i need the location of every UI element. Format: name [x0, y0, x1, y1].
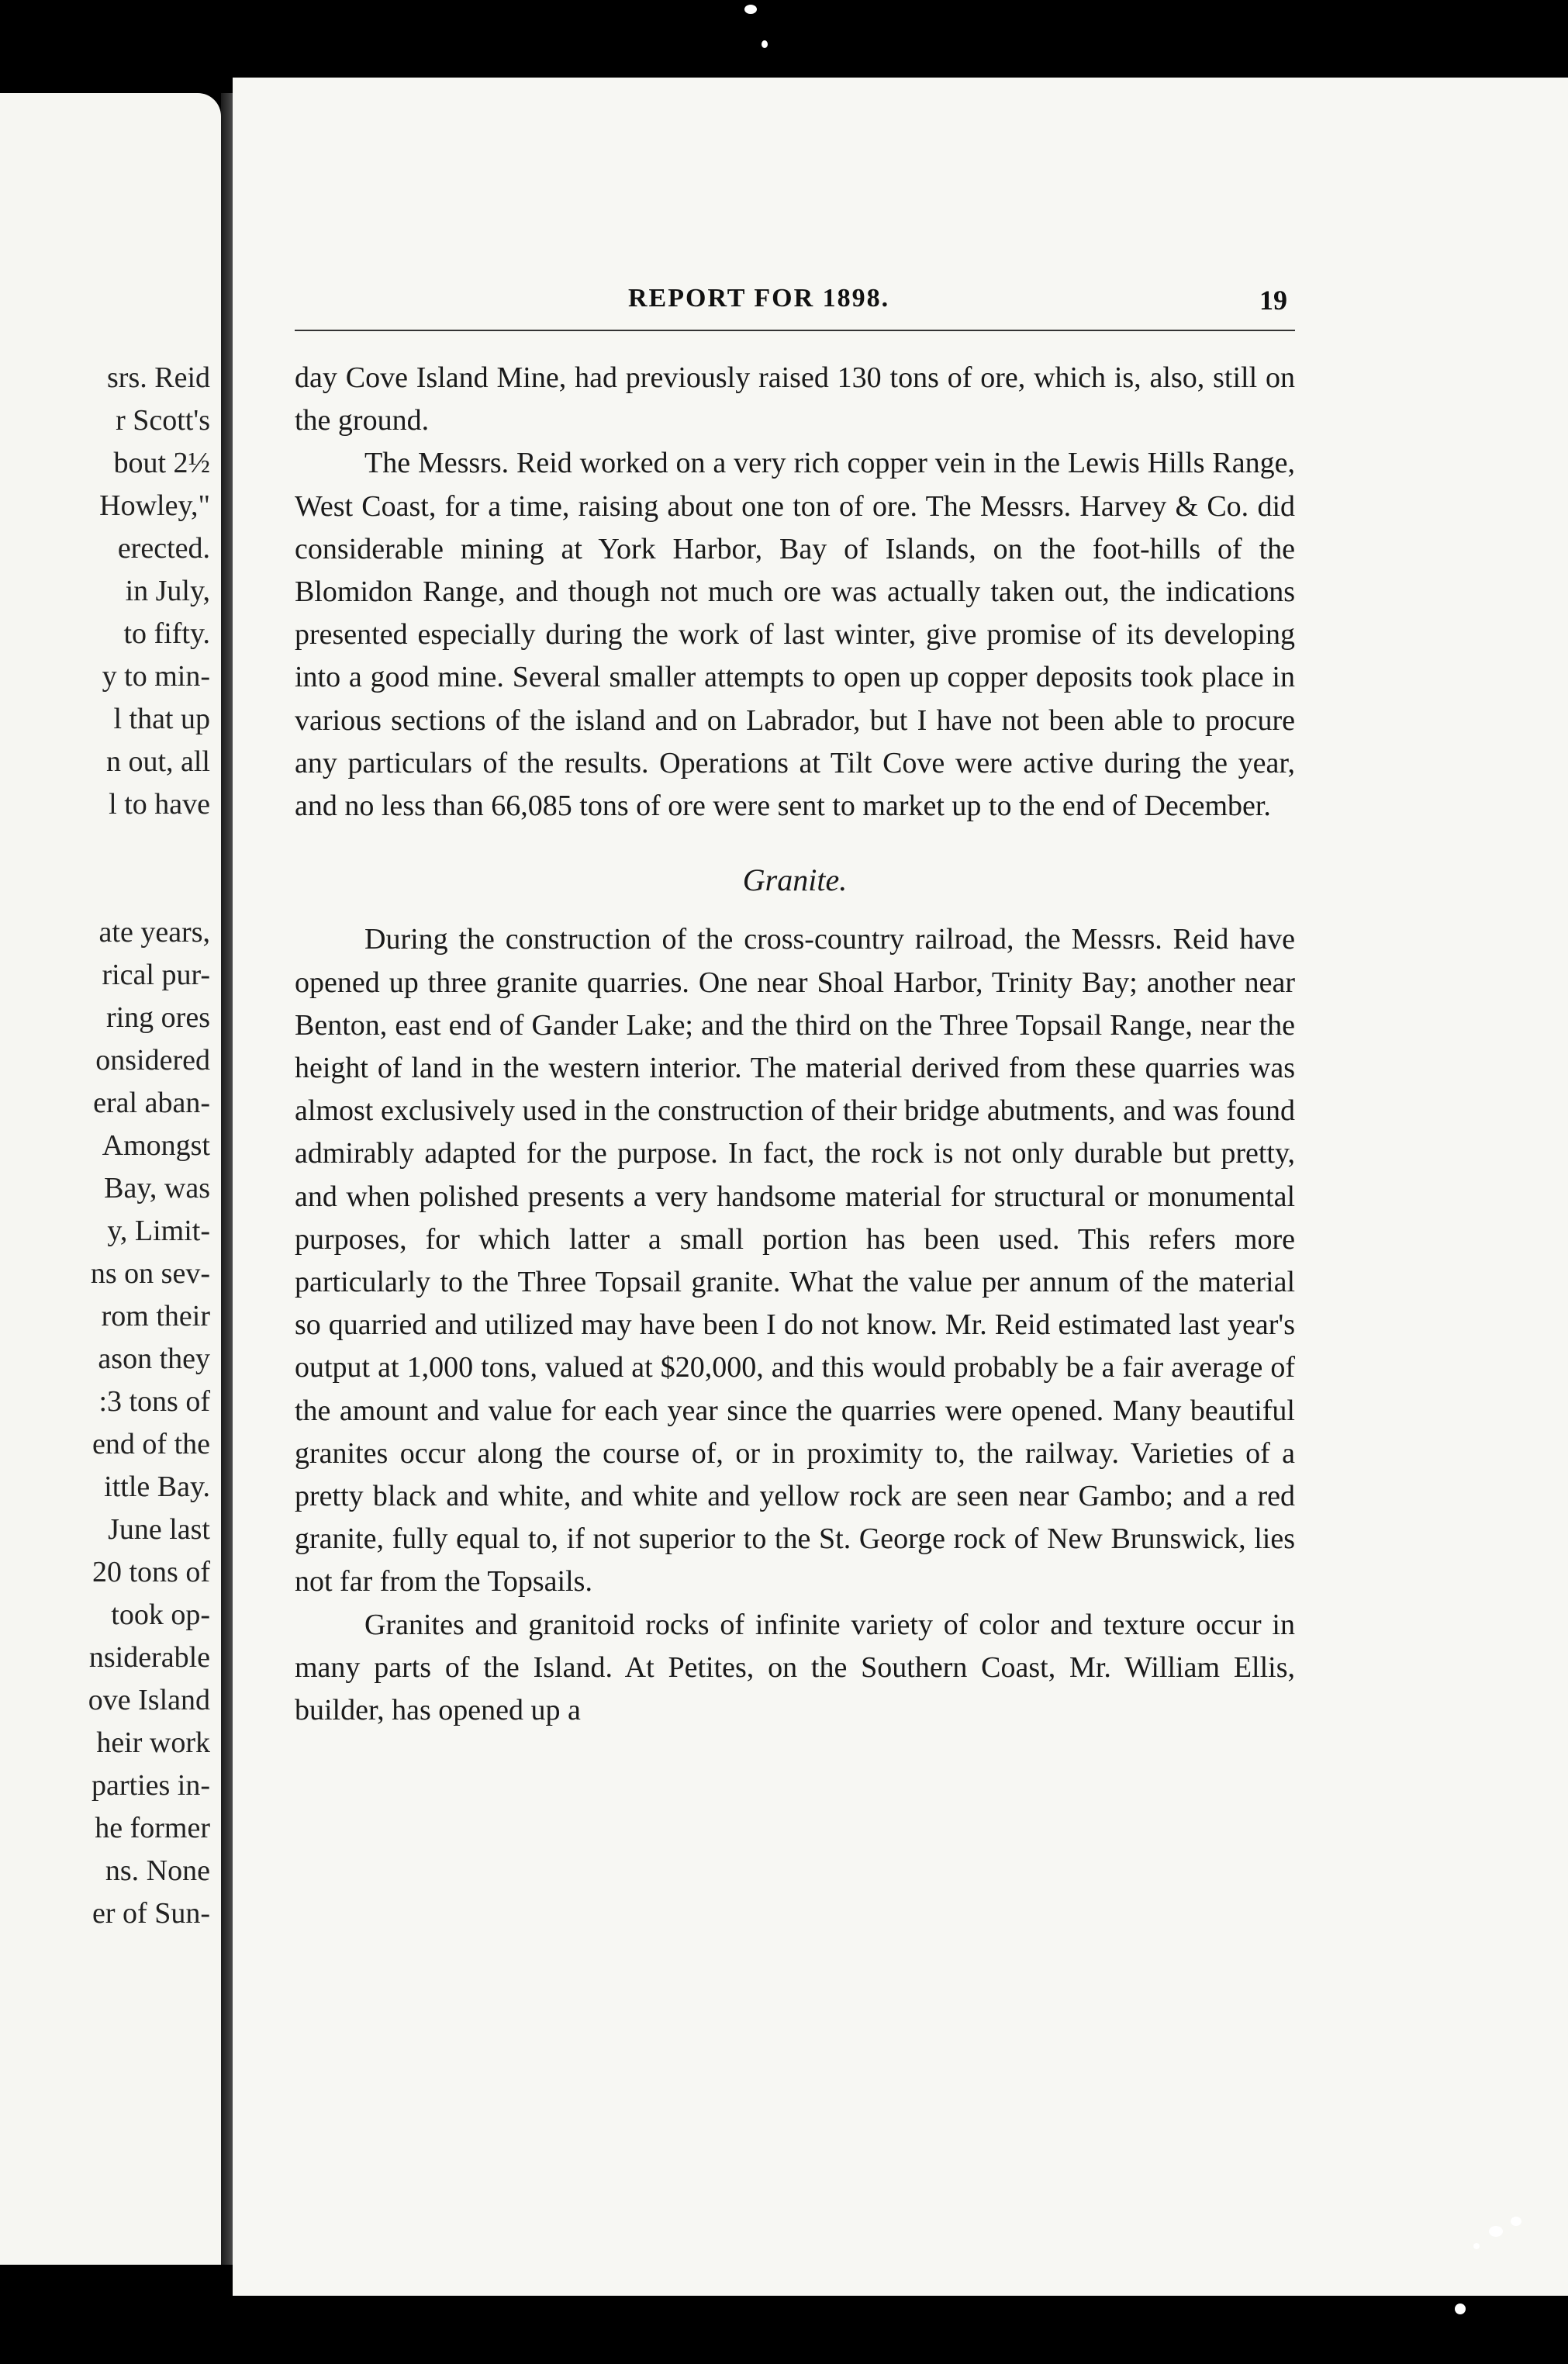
facing-page-line: Amongst	[102, 1129, 210, 1162]
facing-page-line: bout 2½	[113, 447, 210, 479]
header-rule	[295, 330, 1295, 331]
facing-page-line: heir work	[96, 1726, 210, 1759]
facing-page-line: in July,	[125, 575, 210, 607]
running-header	[295, 206, 1287, 315]
paragraph: day Cove Island Mine, had previously raised 130 tons of ore, which is, also, still on the ground.	[295, 361, 1295, 437]
facing-page-line: end of the	[92, 1428, 210, 1460]
facing-page-line: rical pur-	[102, 959, 210, 991]
facing-page-line: srs. Reid	[107, 361, 210, 394]
facing-page-line: parties in-	[91, 1769, 210, 1802]
facing-page-text	[88, 357, 210, 1935]
facing-page-line: ns on sev-	[90, 1257, 210, 1290]
facing-page-line: :3 tons of	[98, 1385, 210, 1418]
header-title: REPORT FOR 1898.	[628, 284, 890, 313]
facing-page-line: er of Sun-	[92, 1897, 210, 1930]
facing-page-line: ove Island	[88, 1684, 210, 1716]
facing-page-line: ring ores	[105, 1001, 210, 1034]
facing-page-line: Howley,"	[99, 489, 210, 522]
facing-page-line: nsiderable	[88, 1641, 210, 1674]
facing-page-line: erected.	[117, 532, 210, 565]
section-heading: Granite.	[742, 862, 848, 898]
facing-page	[0, 93, 221, 2265]
facing-page-line: y to min-	[102, 660, 210, 693]
paragraph: Granites and granitoid rocks of infinite variety of color and texture occur in many parts of the Island. At Petites, on the Southern Coast, Mr. William Ellis, builder, has opened up a	[295, 1608, 1295, 1727]
facing-page-line: l to have	[109, 788, 210, 821]
page-number: 19	[1259, 285, 1287, 316]
facing-page-line: y, Limit-	[107, 1215, 210, 1247]
facing-page-line: 20 tons of	[92, 1556, 210, 1588]
facing-page-line: to fifty.	[123, 617, 210, 650]
facing-page-line: rom their	[101, 1300, 210, 1332]
paragraph: During the construction of the cross-country railroad, the Messrs. Reid have opened up three granite quarries. One near Shoal Harbor, Trinity Bay; another near Benton, east end of Gander Lake; and the third on the Three Topsail Range, near the height of land in the western interior. The material derived from these quarries was almost exclusively used in the construction of their bridge abutments, and was found admirably adapted for the purpose. In fact, the rock is not only durable but pretty, and when polished presents a very handsome material for structural or monumental purposes, for which latter a small portion has been used. This refers more particularly to the Three Topsail granite. What the value per annum of the material so quarried and utilized may have been I do not know. Mr. Reid estimated last year's output at 1,000 tons, valued at $20,000, and this would probably be a fair average of the amount and value for each year since the quarries were opened. Many beautiful granites occur along the course of, or in proximity to, the railway. Varieties of a pretty black and white, and white and yellow rock are seen near Gambo; and a red granite, fully equal to, if not superior to the St. George rock of New Brunswick, lies not far from the Topsails.	[295, 923, 1295, 1598]
page-body	[295, 357, 1295, 1732]
facing-page-line: l that up	[113, 703, 210, 735]
paragraph: The Messrs. Reid worked on a very rich copper vein in the Lewis Hills Range, West Coast, for a time, raising about one ton of ore. The Messrs. Harvey & Co. did considerable mining at York Harbor, Bay of Islands, on the foot-hills of the Blomidon Range, and though not much ore was actually taken out, the indications presented especially during the work of last winter, give promise of its developing into a good mine. Several smaller attempts to open up copper deposits took place in various sections of the island and on Labrador, but I have not been able to procure any particulars of the results. Operations at Tilt Cove were active during the year, and no less than 66,085 tons of ore were sent to market up to the end of December.	[295, 447, 1295, 823]
facing-page-line: ason they	[98, 1343, 210, 1375]
facing-page-line: ate years,	[98, 916, 210, 949]
facing-page-line: eral aban-	[93, 1087, 210, 1119]
facing-page-line: r Scott's	[116, 404, 210, 437]
facing-page-line: took op-	[111, 1598, 210, 1631]
facing-page-line: onsidered	[95, 1044, 210, 1077]
facing-page-line: Bay, was	[104, 1172, 210, 1204]
facing-page-line: ns. None	[105, 1854, 210, 1887]
facing-page-line: June last	[108, 1513, 210, 1546]
facing-page-line: he former	[95, 1812, 210, 1844]
facing-page-line: n out, all	[105, 745, 210, 778]
facing-page-line: ittle Bay.	[104, 1471, 210, 1503]
